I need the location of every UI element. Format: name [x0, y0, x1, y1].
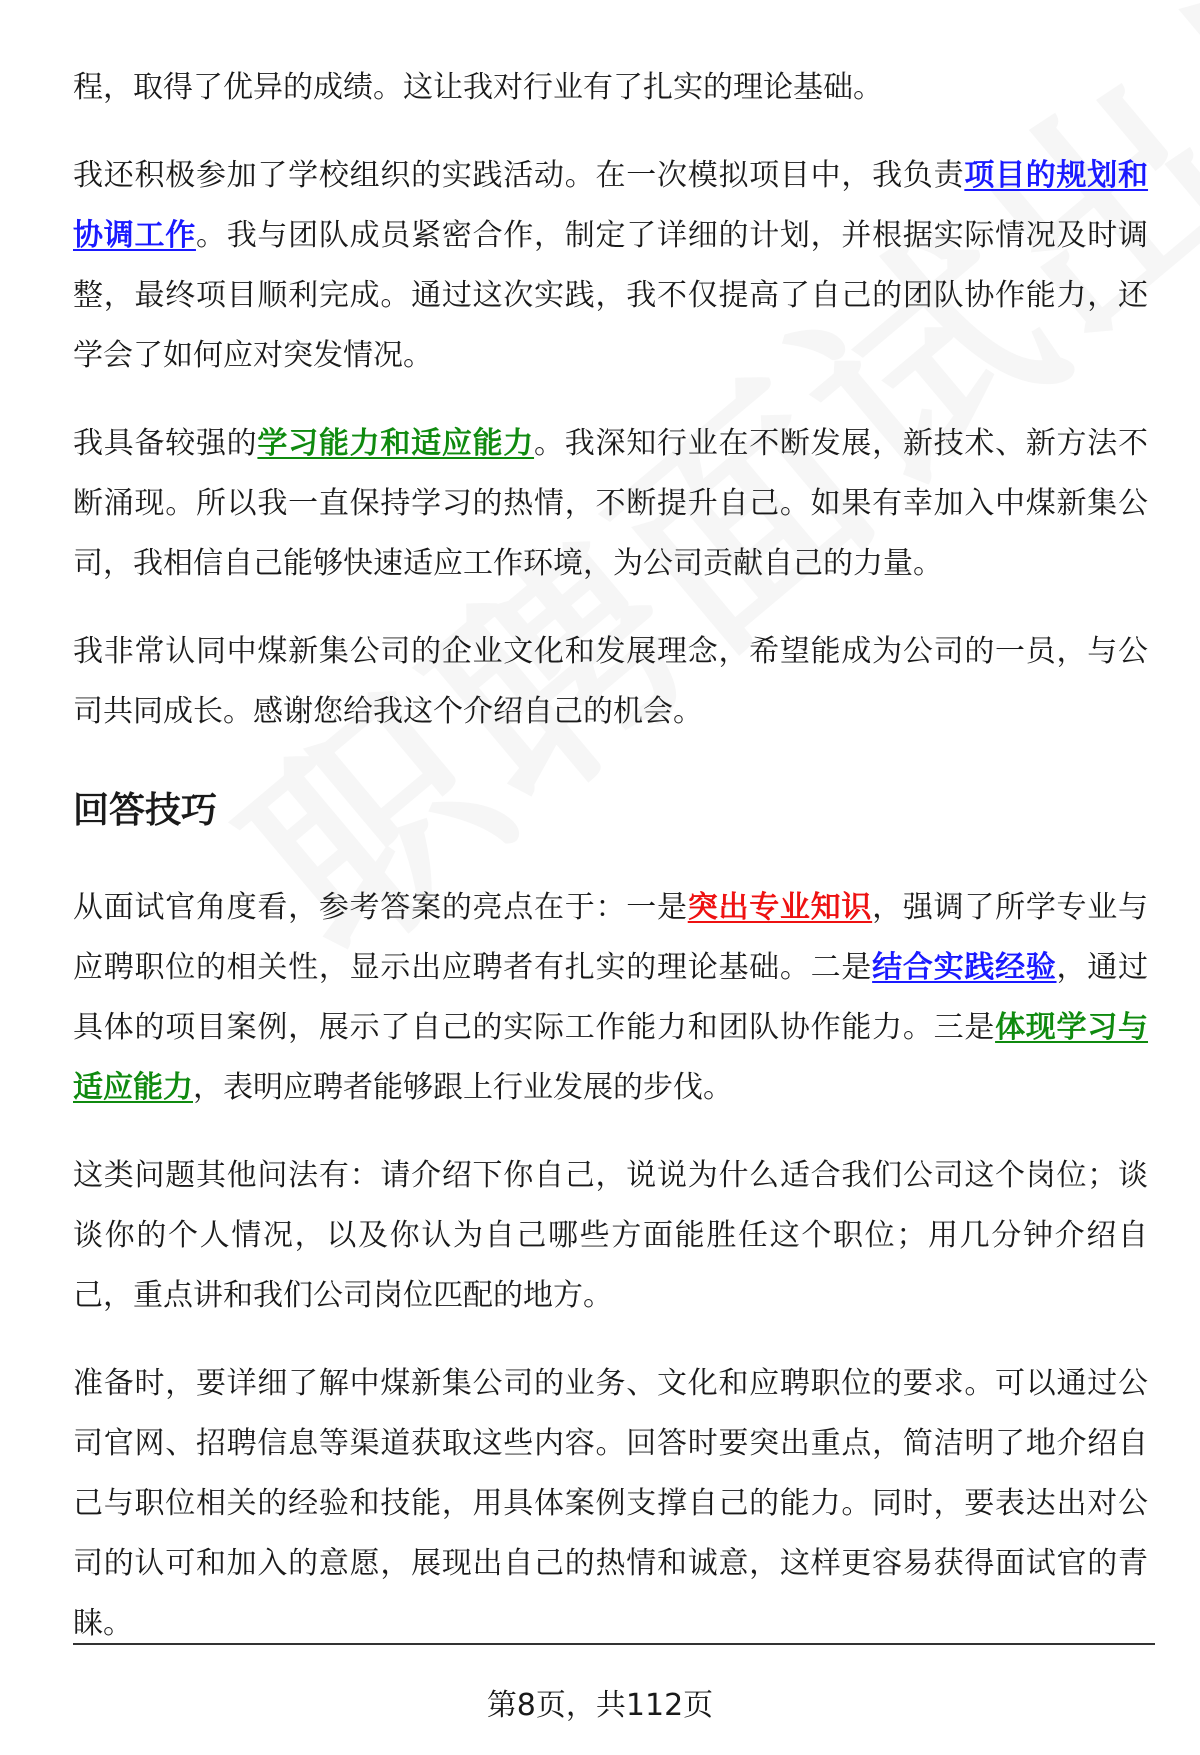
section-title: 回答技巧 — [73, 790, 218, 831]
document-body — [73, 58, 1148, 1682]
page-number: 第8页，共112页 — [486, 1688, 714, 1723]
paragraph-text: ，通过具体的项目案例，展示了自己的实际工作能力和团队协作能力。三是 — [73, 950, 1149, 1045]
highlight-learning-ability: 学习能力和适应能力 — [257, 426, 535, 461]
tips-paragraphs — [73, 878, 1148, 1654]
paragraph-3 — [73, 414, 1148, 594]
paragraph-text: 。我深知行业在不断发展，新技术、新方法不断涌现。所以我一直保持学习的热情，不断提升自己。如果有幸加入中煤新集公司，我相信自己能够快速适应工作环境，为公司贡献自己的力量。 — [73, 426, 1149, 581]
tips-paragraph-2 — [73, 1146, 1148, 1326]
paragraph-text: 程，取得了优异的成绩。这让我对行业有了扎实的理论基础。 — [73, 70, 883, 105]
highlight-professional-knowledge: 突出专业知识 — [687, 890, 873, 925]
tips-paragraph-3 — [73, 1354, 1148, 1654]
paragraph-text: 准备时，要详细了解中煤新集公司的业务、文化和应聘职位的要求。可以通过公司官网、招聘信息等渠道获取这些内容。回答时要突出重点，简洁明了地介绍自己与职位相关的经验和技能，用具体案例支撑自己的能力。同时，要表达出对公司的认可和加入的意愿，展现出自己的热情和诚意，这样更容易获得面试官的青睐。 — [73, 1366, 1148, 1641]
answer-paragraphs — [73, 58, 1148, 742]
paragraph-text: ，强调了所学专业与应聘职位的相关性，显示出应聘者有扎实的理论基础。二是 — [73, 890, 1149, 985]
paragraph-text: 。我与团队成员紧密合作，制定了详细的计划，并根据实际情况及时调整，最终项目顺利完成。通过这次实践，我不仅提高了自己的团队协作能力，还学会了如何应对突发情况。 — [73, 218, 1149, 373]
tips-paragraph-1 — [73, 878, 1148, 1118]
footer-divider — [73, 1643, 1155, 1645]
paragraph-2 — [73, 146, 1148, 386]
paragraph-text: 这类问题其他问法有：请介绍下你自己，说说为什么适合我们公司这个岗位；谈谈你的个人情况，以及你认为自己哪些方面能胜任这个职位；用几分钟介绍自己，重点讲和我们公司岗位匹配的地方。 — [73, 1158, 1148, 1313]
paragraph-4 — [73, 622, 1148, 742]
paragraph-text: ，表明应聘者能够跟上行业发展的步伐。 — [193, 1070, 733, 1105]
paragraph-text: 我还积极参加了学校组织的实践活动。在一次模拟项目中，我负责 — [73, 158, 965, 193]
paragraph-text: 我非常认同中煤新集公司的企业文化和发展理念，希望能成为公司的一员，与公司共同成长。感谢您给我这个介绍自己的机会。 — [73, 634, 1148, 729]
paragraph-text: 我具备较强的 — [73, 426, 258, 461]
paragraph-text: 从面试官角度看，参考答案的亮点在于：一是 — [73, 890, 688, 925]
highlight-planning-coordination: 项目的规划和协调工作 — [73, 158, 1149, 253]
paragraph-1 — [73, 58, 1148, 118]
highlight-learning-adaptation: 体现学习与适应能力 — [73, 1010, 1149, 1105]
highlight-practical-experience: 结合实践经验 — [872, 950, 1057, 985]
